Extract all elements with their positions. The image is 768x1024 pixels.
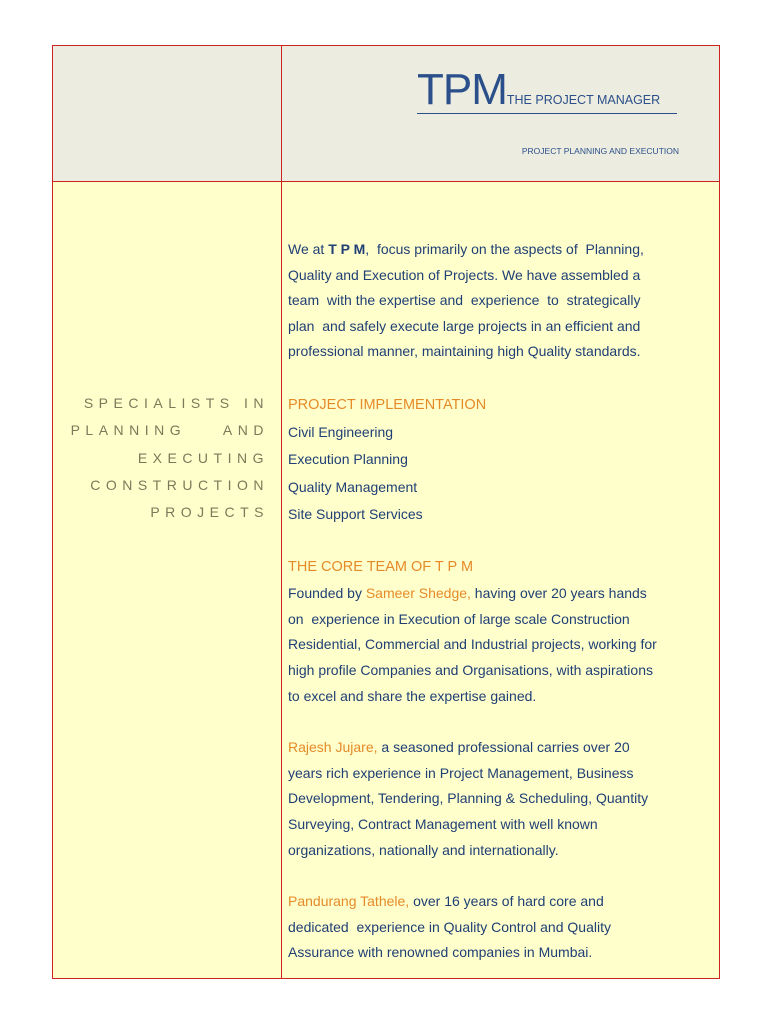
intro-paragraph: [288, 237, 708, 365]
service-item: Civil Engineering: [288, 423, 394, 440]
header-right-cell: [282, 46, 719, 182]
founder-line: Residential, Commercial and Industrial projects, working for: [288, 636, 657, 653]
member2-line: Surveying, Contract Management with well known: [288, 815, 598, 832]
specialists-statement: [59, 390, 269, 526]
service-item: Quality Management: [288, 478, 418, 495]
specialists-line: PROJECTS: [150, 504, 269, 521]
intro-line: plan and safely execute large projects in an efficient and: [288, 317, 641, 334]
intro-line: [288, 237, 708, 263]
intro-prefix: We at: [288, 241, 329, 257]
founder-line: to excel and share the expertise gained.: [288, 687, 537, 704]
member3-line: dedicated experience in Quality Control and Quality: [288, 918, 611, 935]
member2-line1-rest: a seasoned professional carries over 20: [377, 739, 630, 756]
member3-line1-rest: over 16 years of hard core and: [409, 893, 604, 910]
member2-line: [288, 735, 708, 761]
founder-line: [288, 581, 708, 607]
content: [288, 237, 708, 966]
core-team-heading: THE CORE TEAM OF T P M: [288, 559, 474, 576]
member2-line: years rich experience in Project Management, Business: [288, 764, 634, 781]
intro-line: professional manner, maintaining high Quality standards.: [288, 343, 641, 360]
tagline: PROJECT PLANNING AND EXECUTION: [521, 146, 679, 156]
specialists-line: SPECIALISTS IN: [83, 395, 269, 411]
company-name: T P M: [328, 241, 366, 257]
logo: [417, 65, 661, 114]
logo-abbrev: TPM: [417, 65, 507, 114]
member3-line: Assurance with renowned companies in Mumbai.: [288, 944, 593, 961]
founder-prefix: Founded by: [288, 585, 366, 602]
specialists-line: EXECUTING: [137, 449, 269, 466]
logo-name: THE PROJECT MANAGER: [506, 93, 661, 107]
header-left-cell: [53, 46, 282, 182]
service-item: Execution Planning: [288, 451, 408, 468]
service-item: Site Support Services: [288, 505, 423, 522]
intro-line: team with the expertise and experience to strategically: [288, 292, 641, 309]
member3-paragraph: [288, 889, 708, 966]
member3-name: Pandurang Tathele,: [288, 893, 410, 910]
services-list: [288, 419, 708, 528]
founder-line1-rest: having over 20 years hands: [470, 585, 647, 602]
document-frame: [52, 45, 720, 979]
member2-paragraph: [288, 735, 708, 863]
member2-line: organizations, nationally and internationally.: [288, 841, 559, 858]
founder-name: Sameer Shedge,: [365, 585, 471, 602]
implementation-heading: PROJECT IMPLEMENTATION: [288, 396, 487, 413]
content-cell: [282, 182, 719, 978]
sidebar-cell: [53, 182, 282, 978]
specialists-line: PLANNING AND: [70, 422, 269, 439]
founder-paragraph: [288, 581, 708, 709]
founder-line: high profile Companies and Organisations, with aspirations: [288, 661, 653, 678]
member2-name: Rajesh Jujare,: [288, 739, 378, 756]
founder-line: on experience in Execution of large scale Construction: [288, 610, 630, 627]
specialists-line: CONSTRUCTION: [90, 476, 269, 493]
member3-line: [288, 889, 708, 915]
member2-line: Development, Tendering, Planning & Scheduling, Quantity: [288, 790, 649, 807]
intro-line: Quality and Execution of Projects. We have assembled a: [288, 266, 641, 283]
logo-underline: [417, 113, 677, 114]
intro-line1-rest: , focus primarily on the aspects of Planning,: [365, 241, 644, 257]
